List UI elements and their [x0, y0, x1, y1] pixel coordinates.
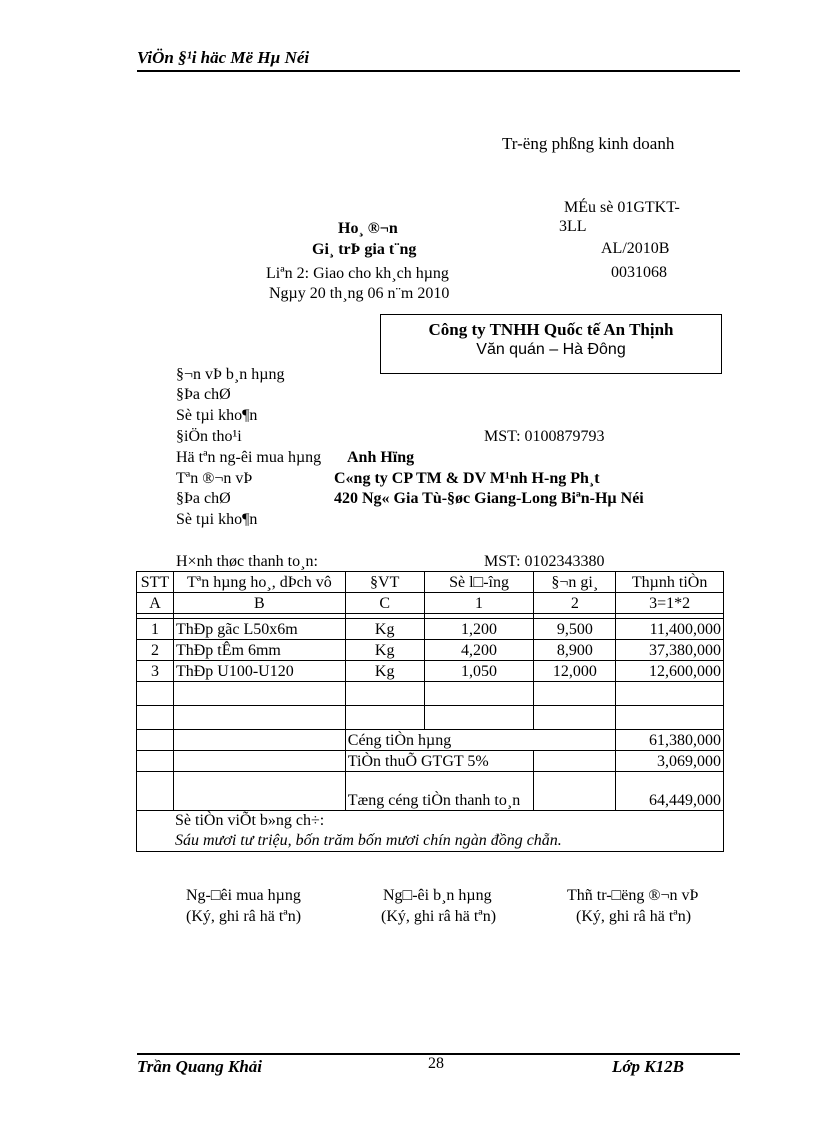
buyer-tax-code: MST: 0102343380 [484, 553, 605, 570]
code-c: C [345, 593, 424, 614]
vat-row [137, 751, 724, 772]
amount-in-words-row [137, 811, 724, 852]
row-amount: 12,600,000 [616, 661, 724, 682]
code-b: B [173, 593, 345, 614]
buyer-account-label: Sè tµi kho¶n [176, 511, 258, 528]
col-header-stt: STT [137, 572, 174, 593]
table-empty-row [137, 682, 724, 706]
signature-seller-note: (Ký, ghi râ hä tªn) [381, 908, 497, 925]
row-unit: Kg [345, 661, 424, 682]
footer-class: Lớp K12B [612, 1057, 684, 1076]
signature-buyer-title: Ng-□êi mua hµng [186, 887, 301, 904]
code-3: 3=1*2 [616, 593, 724, 614]
subtotal-row [137, 730, 724, 751]
signature-seller-title: Ng□-êi b¸n hµng [383, 887, 492, 904]
buyer-address-value: 420 Ng« Gia Tù-§øc Giang-Long Biªn-Hµ Néi [334, 490, 644, 507]
subtotal-label: Céng tiÒn hµng [345, 730, 615, 751]
row-name: ThÐp tÊm 6mm [173, 640, 345, 661]
total-label: Tæng céng tiÒn thanh to¸n [345, 772, 534, 811]
signature-manager-title: Thñ tr-□ëng ®¬n vÞ [567, 887, 699, 904]
col-header-qty: Sè l□-îng [424, 572, 534, 593]
vat-label: TiÒn thuÕ GTGT 5% [345, 751, 534, 772]
table-header-row [137, 572, 724, 593]
signature-manager-note: (Ký, ghi râ hä tªn) [576, 908, 692, 925]
col-header-amount: Thµnh tiÒn [616, 572, 724, 593]
seller-company-name: Công ty TNHH Quốc tế An Thịnh [428, 320, 674, 339]
code-a: A [137, 593, 174, 614]
total-row [137, 772, 724, 811]
invoice-date: Ngµy 20 th¸ng 06 n¨m 2010 [269, 285, 450, 302]
subtotal-value: 61,380,000 [616, 730, 724, 751]
row-qty: 1,200 [424, 619, 534, 640]
buyer-unit-value: C«ng ty CP TM & DV M¹nh H-ng Ph¸t [334, 470, 600, 487]
row-qty: 4,200 [424, 640, 534, 661]
payment-method-label: H×nh thøc thanh to¸n: [176, 553, 318, 570]
form-code-line2: 3LL [559, 218, 587, 235]
buyer-name-label: Hä tªn ng-êi mua hµng [176, 449, 322, 466]
code-1: 1 [424, 593, 534, 614]
col-header-name: Tªn hµng ho¸, dÞch vô [173, 572, 345, 593]
buyer-address-label: §Þa chØ [176, 490, 231, 507]
invoice-copy: Liªn 2: Giao cho kh¸ch hµng [266, 265, 449, 282]
amount-in-words-value: Sáu mươi tư triệu, bốn trăm bốn mươi chín ngàn đồng chẵn. [175, 832, 562, 849]
invoice-title: Ho¸ ®¬n [338, 220, 398, 237]
invoice-subtitle: Gi¸ trÞ gia t¨ng [312, 241, 417, 258]
footer-author: Trần Quang Khải [137, 1057, 263, 1076]
buyer-name-value: Anh Hïng [347, 449, 415, 466]
institute-header: ViÖn §¹i häc Më Hµ Néi [137, 48, 310, 67]
row-unit: Kg [345, 619, 424, 640]
seller-phone-label: §iÖn tho¹i [176, 428, 242, 445]
row-name: ThÐp gãc L50x6m [173, 619, 345, 640]
form-code-line1: MÉu sè 01GTKT- [564, 199, 680, 216]
header-rule [137, 70, 740, 72]
signature-buyer-note: (Ký, ghi râ hä tªn) [186, 908, 302, 925]
col-header-unit: §VT [345, 572, 424, 593]
row-price: 8,900 [534, 640, 616, 661]
seller-account-label: Sè tµi kho¶n [176, 407, 258, 424]
seller-unit-label: §¬n vÞ b¸n hµng [176, 366, 285, 383]
form-number: 0031068 [611, 264, 667, 281]
table-row [137, 619, 724, 640]
row-price: 9,500 [534, 619, 616, 640]
seller-address-label: §Þa chØ [176, 386, 231, 403]
invoice-table [136, 571, 724, 852]
buyer-unit-label: Tªn ®¬n vÞ [176, 470, 253, 487]
table-row [137, 640, 724, 661]
row-amount: 37,380,000 [616, 640, 724, 661]
seller-tax-code: MST: 0100879793 [484, 428, 605, 445]
row-stt: 1 [137, 619, 174, 640]
row-price: 12,000 [534, 661, 616, 682]
footer-page-number: 28 [428, 1055, 444, 1072]
amount-in-words-label: Sè tiÒn viÕt b»ng ch÷: [175, 812, 325, 829]
row-stt: 3 [137, 661, 174, 682]
seller-company-address: Văn quán – Hà Đông [476, 341, 626, 358]
approver-title: Tr-ëng phßng kinh doanh [502, 134, 675, 153]
row-stt: 2 [137, 640, 174, 661]
row-amount: 11,400,000 [616, 619, 724, 640]
row-name: ThÐp U100-U120 [173, 661, 345, 682]
row-unit: Kg [345, 640, 424, 661]
row-qty: 1,050 [424, 661, 534, 682]
table-empty-row [137, 706, 724, 730]
table-code-row [137, 593, 724, 614]
code-2: 2 [534, 593, 616, 614]
form-series: AL/2010B [601, 240, 670, 257]
col-header-price: §¬n gi¸ [534, 572, 616, 593]
vat-value: 3,069,000 [616, 751, 724, 772]
total-value: 64,449,000 [616, 772, 724, 811]
table-row [137, 661, 724, 682]
seller-box [380, 314, 722, 374]
